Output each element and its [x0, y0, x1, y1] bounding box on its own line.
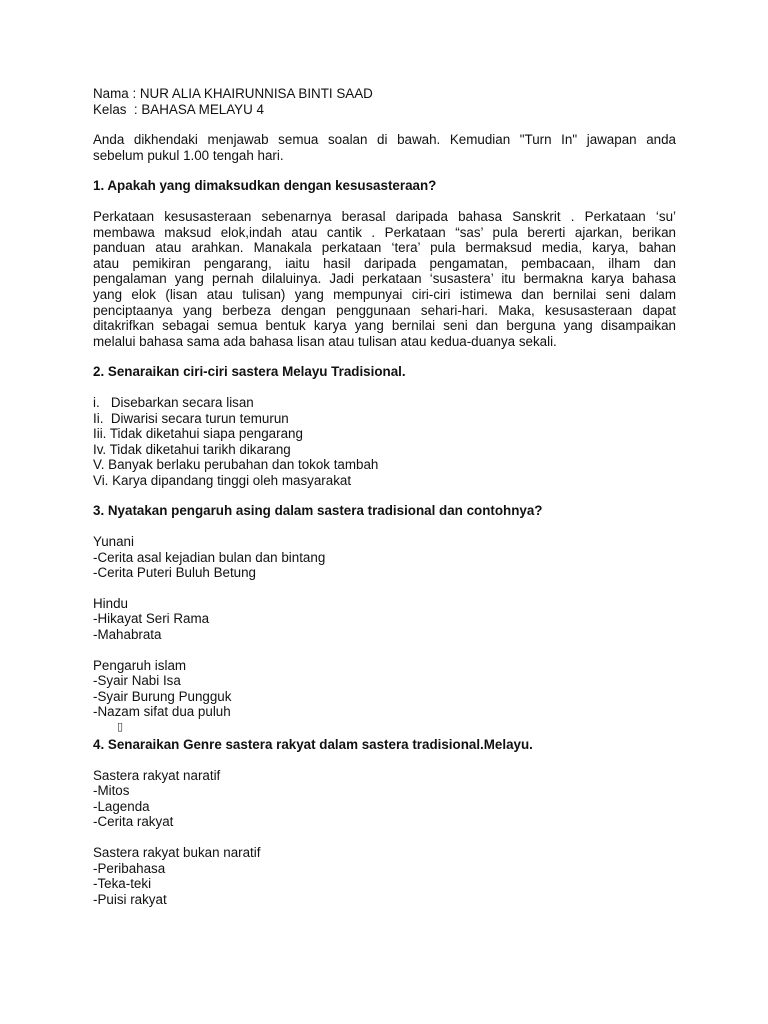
list-item: -Peribahasa [93, 860, 166, 876]
list-item: V. Banyak berlaku perubahan dan tokok tambah [93, 457, 379, 473]
list-item: i. Disebarkan secara lisan [93, 394, 254, 410]
instructions [93, 132, 676, 163]
answer-4 [93, 768, 676, 908]
group-title: Pengaruh islam [93, 657, 187, 673]
list-item: -Mitos [93, 783, 130, 799]
list-item: -Mahabrata [93, 627, 162, 643]
group-title: Yunani [93, 534, 134, 550]
list-item: -Nazam sifat dua puluh [93, 704, 231, 720]
list-item: Iv. Tidak diketahui tarikh dikarang [93, 441, 291, 457]
list-item: -Teka-teki [93, 876, 152, 892]
answer-1 [93, 209, 676, 349]
group-title: Sastera rakyat naratif [93, 767, 221, 783]
group-title: Sastera rakyat bukan naratif [93, 844, 261, 860]
answer-3 [93, 534, 676, 735]
student-class: Kelas : BAHASA MELAYU 4 [93, 101, 264, 117]
question-4: 4. Senaraikan Genre sastera rakyat dalam sastera tradisional.Melayu. [93, 737, 533, 752]
instructions-line: sebelum pukul 1.00 tengah hari. [93, 147, 284, 163]
list-item: -Cerita rakyat [93, 814, 174, 830]
student-name: Nama : NUR ALIA KHAIRUNNISA BINTI SAAD [93, 86, 373, 101]
answer-1-line: Perkataan kesusasteraan sebenarnya berasal daripada bahasa Sanskrit . Perkataan ‘su’ [93, 208, 676, 224]
list-item: Ii. Diwarisi secara turun temurun [93, 410, 289, 426]
answer-1-line: yang elok (lisan atau tulisan) yang mempunyai ciri-ciri istimewa dan bernilai seni dalam [93, 286, 676, 302]
answer-1-line: ditakrifkan sebagai semua bentuk karya yang bernilai seni dan berguna yang disampaikan [93, 318, 676, 334]
answer-1-line: panduan atau arahkan. Manakala perkataan ‘tera’ pula bermaksud media, karya, bahan [93, 240, 676, 256]
list-item: -Cerita Puteri Buluh Betung [93, 565, 257, 581]
list-item: -Syair Burung Pungguk [93, 688, 232, 704]
list-item: -Hikayat Seri Rama [93, 611, 210, 627]
group-title: Hindu [93, 595, 128, 611]
answer-1-line: pengalaman yang pernah dilaluinya. Jadi perkataan ‘susastera’ itu bermakna karya bahasa [93, 271, 676, 287]
instructions-line: Anda dikhendaki menjawab semua soalan di bawah. Kemudian "Turn In" jawapan anda [93, 132, 676, 148]
answer-1-line: penciptaanya yang berbeza dengan penggunaan sehari-hari. Maka, kesusasteraan dapat [93, 302, 676, 318]
list-item: -Lagenda [93, 798, 150, 814]
question-2: 2. Senaraikan ciri-ciri sastera Melayu Tradisional. [93, 364, 406, 380]
list-item: Iii. Tidak diketahui siapa pengarang [93, 426, 303, 442]
answer-1-line: atau pemikiran pengarang, iaitu hasil daripada pengamatan, pembacaan, ilham dan [93, 255, 676, 271]
question-3: 3. Nyatakan pengaruh asing dalam sastera tradisional dan contohnya? [93, 503, 543, 519]
question-1: 1. Apakah yang dimaksudkan dengan kesusasteraan? [93, 178, 437, 194]
answer-1-line: membawa maksud elok,indah atau cantik . Perkataan “sas’ pula bererti ajarkan, berikan [93, 224, 676, 240]
answer-2-list [93, 395, 676, 489]
list-item: -Cerita asal kejadian bulan dan bintang [93, 549, 326, 565]
list-item: Vi. Karya dipandang tinggi oleh masyarakat [93, 472, 352, 488]
list-item: -Syair Nabi Isa [93, 673, 181, 689]
missing-glyph-icon: ▯ [117, 721, 124, 733]
answer-1-line: melalui bahasa sama ada bahasa lisan atau tulisan atau kedua-duanya sekali. [93, 333, 557, 349]
list-item: -Puisi rakyat [93, 891, 167, 907]
